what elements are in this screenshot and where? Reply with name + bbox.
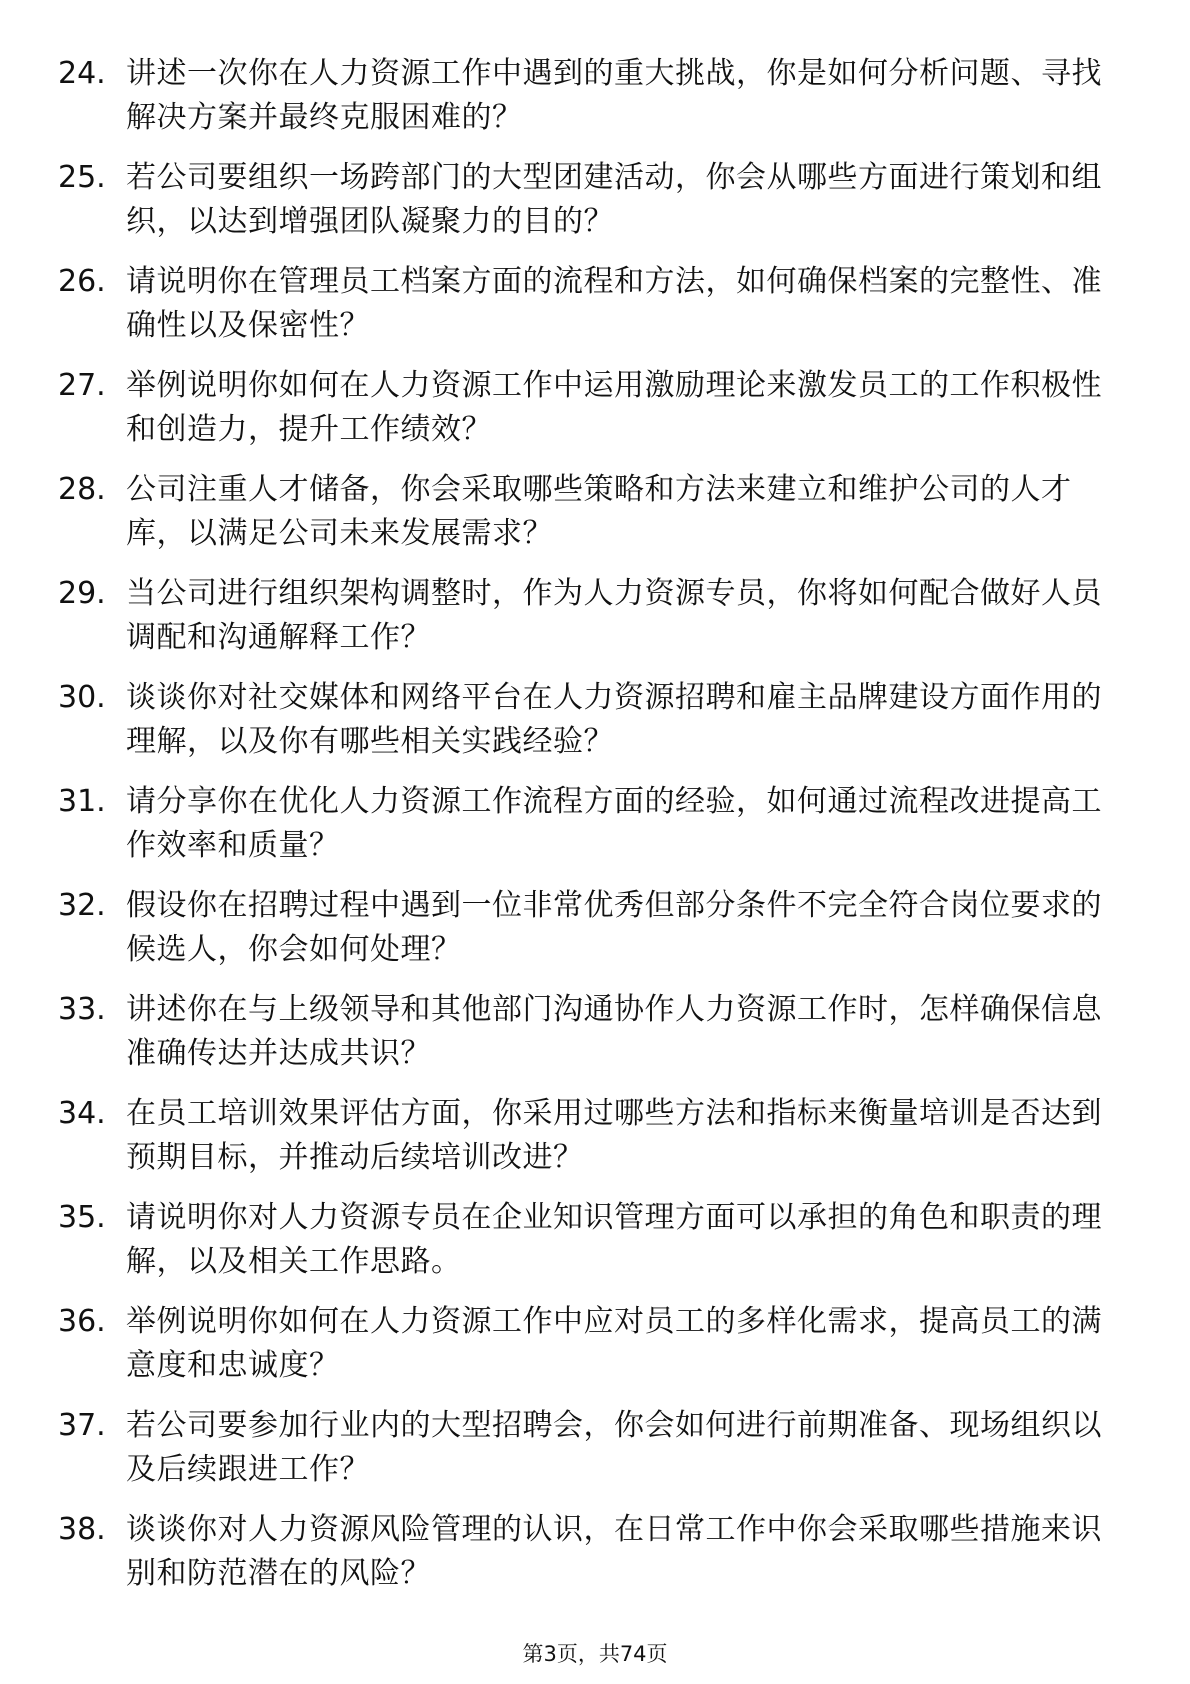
question-number: 36. [58,1304,106,1339]
question-number: 34. [58,1096,106,1131]
question-number: 35. [58,1200,106,1235]
question-number: 28. [58,472,106,507]
question-item [58,1508,1118,1612]
question-number: 37. [58,1408,106,1443]
question-number: 31. [58,784,106,819]
question-text: 假设你在招聘过程中遇到一位非常优秀但部分条件不完全符合岗位要求的候选人，你会如何处理？ [126,888,1102,967]
question-number: 26. [58,264,106,299]
question-item [58,676,1118,780]
question-item [58,1404,1118,1508]
question-item [58,260,1118,364]
question-item [58,780,1118,884]
question-item [58,156,1118,260]
question-list [58,52,1118,1612]
question-text: 请说明你在管理员工档案方面的流程和方法，如何确保档案的完整性、准确性以及保密性？ [126,264,1102,343]
question-text: 公司注重人才储备，你会采取哪些策略和方法来建立和维护公司的人才库，以满足公司未来发展需求？ [126,472,1072,551]
question-item [58,884,1118,988]
question-text: 举例说明你如何在人力资源工作中应对员工的多样化需求，提高员工的满意度和忠诚度？ [126,1304,1102,1383]
question-item [58,468,1118,572]
question-item [58,52,1118,156]
question-number: 27. [58,368,106,403]
question-text: 讲述一次你在人力资源工作中遇到的重大挑战，你是如何分析问题、寻找解决方案并最终克服困难的？ [126,56,1102,135]
question-item [58,1300,1118,1404]
question-text: 在员工培训效果评估方面，你采用过哪些方法和指标来衡量培训是否达到预期目标，并推动后续培训改进？ [126,1096,1102,1175]
question-number: 33. [58,992,106,1027]
question-number: 24. [58,56,106,91]
question-text: 谈谈你对社交媒体和网络平台在人力资源招聘和雇主品牌建设方面作用的理解，以及你有哪些相关实践经验？ [126,680,1102,759]
question-item [58,988,1118,1092]
question-text: 请说明你对人力资源专员在企业知识管理方面可以承担的角色和职责的理解，以及相关工作思路。 [126,1200,1102,1279]
question-number: 29. [58,576,106,611]
question-number: 32. [58,888,106,923]
question-item [58,1092,1118,1196]
question-item [58,1196,1118,1300]
question-text: 若公司要参加行业内的大型招聘会，你会如何进行前期准备、现场组织以及后续跟进工作？ [126,1408,1102,1487]
question-text: 讲述你在与上级领导和其他部门沟通协作人力资源工作时，怎样确保信息准确传达并达成共识？ [126,992,1102,1071]
question-text: 请分享你在优化人力资源工作流程方面的经验，如何通过流程改进提高工作效率和质量？ [126,784,1102,863]
page-number-footer: 第3页，共74页 [522,1642,668,1666]
question-text: 举例说明你如何在人力资源工作中运用激励理论来激发员工的工作积极性和创造力，提升工作绩效？ [126,368,1102,447]
question-item [58,572,1118,676]
question-number: 30. [58,680,106,715]
question-text: 当公司进行组织架构调整时，作为人力资源专员，你将如何配合做好人员调配和沟通解释工作？ [126,576,1102,655]
question-text: 谈谈你对人力资源风险管理的认识，在日常工作中你会采取哪些措施来识别和防范潜在的风险？ [126,1512,1102,1591]
question-text: 若公司要组织一场跨部门的大型团建活动，你会从哪些方面进行策划和组织，以达到增强团队凝聚力的目的？ [126,160,1102,239]
question-number: 38. [58,1512,106,1547]
question-number: 25. [58,160,106,195]
question-item [58,364,1118,468]
